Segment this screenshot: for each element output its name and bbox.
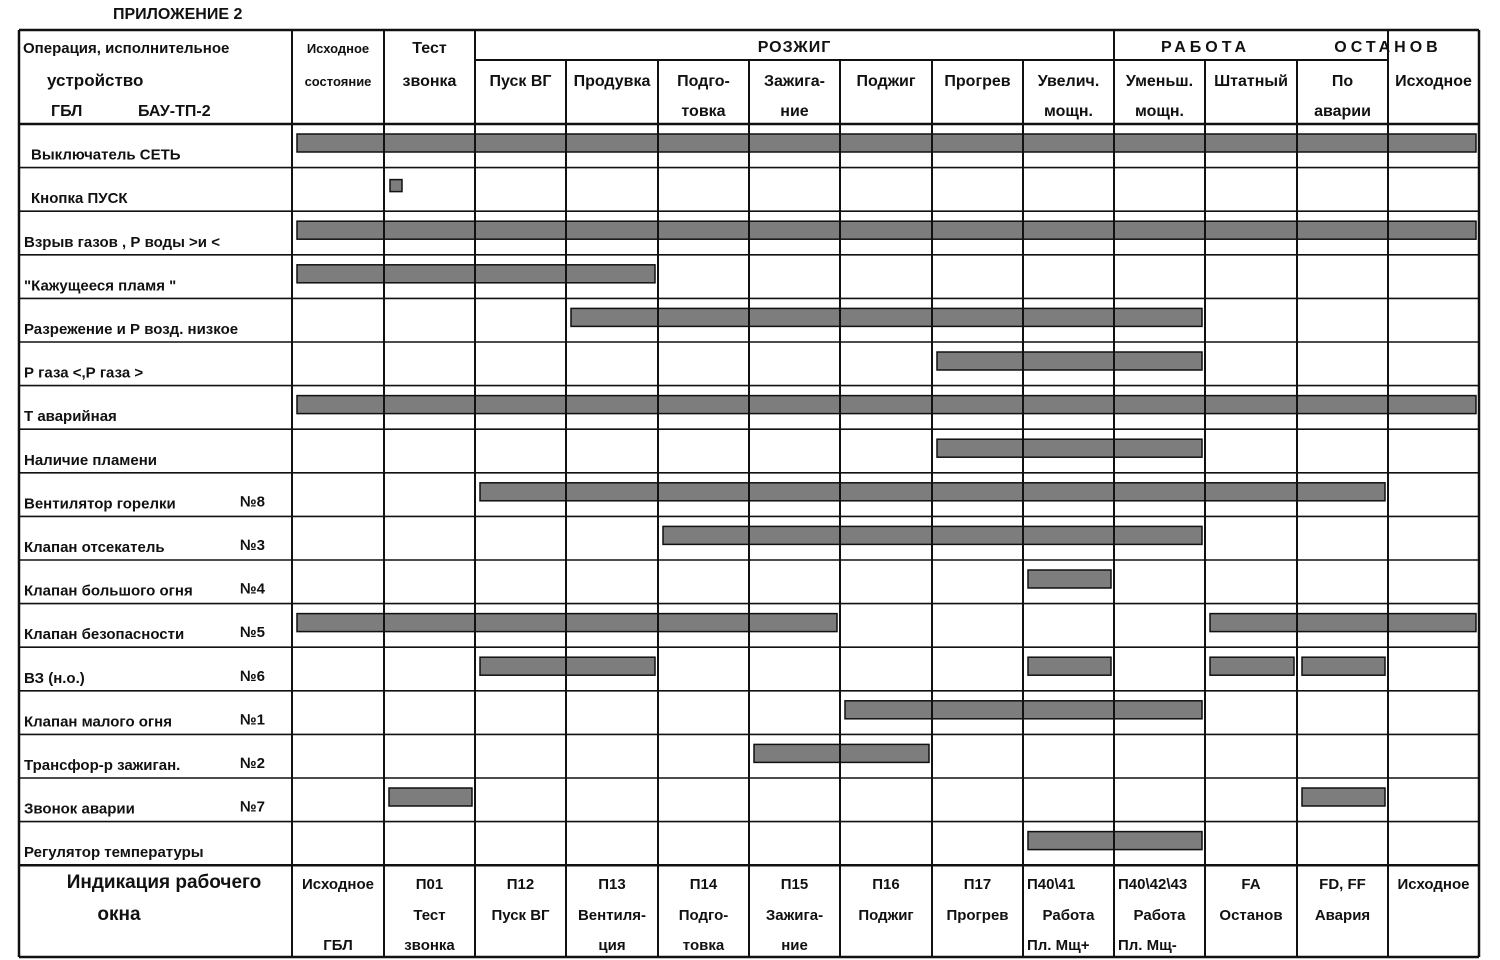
bar-row-12-15 — [1210, 657, 1294, 675]
row-number-8: №8 — [239, 493, 265, 511]
row-label-9: Клапан отсекатель — [24, 539, 165, 556]
footer-col-8-line-3: Пл. Мщ+ — [1027, 937, 1090, 954]
row-label-14: Трансфор-р зажиган. — [24, 757, 181, 774]
group-header-2: ОСТАНОВ — [1334, 39, 1442, 56]
column-header-6-line-1: Поджиг — [856, 73, 916, 90]
footer-col-9-line-2: Работа — [1133, 907, 1186, 924]
row-label-11: Клапан безопасности — [24, 626, 185, 644]
footer-col-5-line-1: П15 — [780, 876, 809, 893]
row-label-15: Звонок аварии — [24, 800, 135, 818]
bar-row-11-12 — [1210, 614, 1476, 632]
footer-col-3-line-3: ция — [598, 937, 626, 954]
bar-row-4-4 — [571, 308, 1202, 326]
row-label-3: "Кажущееся пламя " — [24, 277, 177, 295]
footer-col-6-line-2: Поджиг — [858, 907, 914, 924]
footer-col-11-line-2: Авария — [1314, 907, 1371, 924]
column-header-1-line-2: звонка — [402, 73, 457, 90]
bar-row-12-14 — [1028, 657, 1111, 675]
column-header-12-line-1: Исходное — [1395, 73, 1472, 90]
bar-row-15-20 — [1302, 788, 1385, 806]
footer-col-8-line-2: Работа — [1042, 907, 1095, 924]
row-label-12: ВЗ (н.о.) — [24, 669, 85, 687]
column-header-7-line-1: Прогрев — [944, 73, 1011, 90]
row-label-0: Выключатель СЕТЬ — [31, 146, 181, 164]
row-label-6: Т аварийная — [24, 408, 117, 426]
bar-row-6-6 — [297, 396, 1476, 414]
bar-row-10-10 — [1028, 570, 1111, 588]
row-number-11: №5 — [239, 624, 265, 642]
bar-row-12-13 — [480, 657, 655, 675]
column-header-1-line-1: Тест — [412, 40, 447, 57]
footer-col-0-line-3: ГБЛ — [323, 937, 353, 954]
column-header-8-line-2: мощн. — [1043, 103, 1094, 120]
footer-col-2-line-2: Пуск ВГ — [491, 907, 550, 924]
column-header-11-line-1: По — [1331, 73, 1354, 90]
device-header-gbl: ГБЛ — [51, 103, 83, 120]
footer-col-2-line-1: П12 — [506, 876, 535, 893]
footer-col-4-line-3: товка — [682, 937, 725, 954]
footer-col-6-line-1: П16 — [872, 876, 900, 893]
footer-col-5-line-3: ние — [781, 937, 808, 954]
footer-col-11-line-1: FD, FF — [1319, 876, 1366, 893]
group-header-0: РОЗЖИГ — [757, 39, 832, 56]
column-header-4-line-1: Подго- — [677, 73, 730, 90]
column-header-5-line-2: ние — [780, 103, 809, 120]
column-header-3-line-1: Продувка — [573, 73, 651, 90]
bar-row-12-16 — [1302, 657, 1385, 675]
footer-col-10-line-1: FA — [1241, 876, 1261, 893]
column-header-10-line-1: Штатный — [1214, 73, 1288, 90]
row-label-2: Взрыв газов , Р воды >и < — [24, 233, 220, 251]
row-label-5: Р газа <,Р газа > — [24, 364, 144, 382]
device-header-line-1: Операция, исполнительное — [23, 40, 230, 57]
row-label-1: Кнопка ПУСК — [31, 190, 128, 208]
device-header-bau: БАУ-ТП-2 — [138, 103, 211, 120]
bar-row-0-0 — [297, 134, 1476, 152]
group-header-1: РАБОТА — [1160, 39, 1251, 56]
column-header-4-line-2: товка — [681, 103, 726, 120]
footer-col-9-line-3: Пл. Мщ- — [1118, 937, 1177, 954]
footer-col-7-line-2: Прогрев — [946, 907, 1009, 924]
footer-col-10-line-2: Останов — [1219, 907, 1283, 924]
page-title: ПРИЛОЖЕНИЕ 2 — [113, 6, 243, 23]
row-number-12: №6 — [239, 667, 265, 685]
footer-label-line-1: Индикация рабочего — [66, 872, 262, 893]
row-label-13: Клапан малого огня — [24, 713, 172, 731]
row-label-8: Вентилятор горелки — [24, 495, 176, 513]
device-header-line-2: устройство — [47, 71, 144, 90]
bar-row-7-7 — [937, 439, 1202, 457]
column-header-8-line-1: Увелич. — [1037, 73, 1100, 90]
row-number-13: №1 — [239, 711, 265, 729]
footer-col-8-line-1: П40\41 — [1027, 876, 1076, 893]
row-label-16: Регулятор температуры — [24, 844, 204, 862]
footer-col-4-line-2: Подго- — [678, 907, 729, 924]
row-label-4: Разрежение и Р возд. низкое — [24, 321, 239, 338]
footer-col-12-line-1: Исходное — [1397, 876, 1470, 893]
column-header-2-line-1: Пуск ВГ — [489, 73, 552, 90]
column-header-9-line-1: Уменьш. — [1125, 73, 1194, 90]
column-header-11-line-2: аварии — [1314, 103, 1371, 120]
row-number-9: №3 — [239, 537, 265, 554]
row-number-10: №4 — [239, 580, 265, 598]
footer-col-1-line-2: Тест — [413, 907, 446, 924]
bar-row-15-19 — [389, 788, 472, 806]
row-number-14: №2 — [239, 755, 265, 772]
footer-col-0-line-1: Исходное — [302, 876, 374, 893]
column-header-0-line-2: состояние — [304, 74, 372, 89]
bar-row-1-marker — [390, 180, 402, 192]
bar-row-2-2 — [297, 221, 1476, 239]
bar-row-5-5 — [937, 352, 1202, 370]
footer-label-line-2: окна — [97, 904, 141, 925]
column-header-9-line-2: мощн. — [1134, 103, 1185, 120]
bar-row-14-18 — [754, 744, 929, 762]
footer-col-9-line-1: П40\42\43 — [1118, 876, 1188, 893]
column-header-5-line-1: Зажига- — [764, 73, 825, 90]
row-number-15: №7 — [239, 798, 265, 816]
row-label-7: Наличие пламени — [24, 451, 158, 469]
footer-col-3-line-1: П13 — [598, 876, 626, 893]
footer-col-1-line-3: звонка — [404, 937, 455, 954]
column-header-0-line-1: Исходное — [306, 41, 370, 56]
footer-col-1-line-1: П01 — [415, 876, 444, 893]
footer-col-3-line-2: Вентиля- — [577, 907, 647, 924]
footer-col-5-line-2: Зажига- — [765, 907, 824, 924]
row-label-10: Клапан большого огня — [24, 582, 193, 600]
footer-col-4-line-1: П14 — [689, 876, 718, 893]
footer-col-7-line-1: П17 — [963, 876, 992, 893]
